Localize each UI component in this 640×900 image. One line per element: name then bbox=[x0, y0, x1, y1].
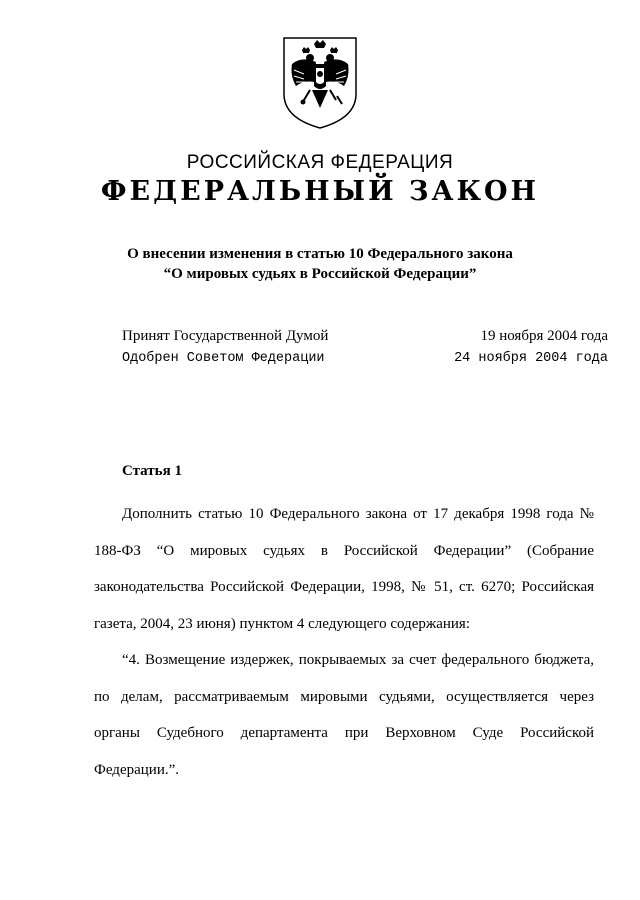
article-paragraph-1 bbox=[94, 496, 594, 642]
coat-of-arms-icon bbox=[280, 34, 360, 130]
article-body bbox=[94, 496, 594, 788]
article-paragraph-2-text: “4. Возмещение издержек, покрываемых за счет федерального бюджета, по делам, рассматриваемым мировыми судьями, осуществляется через органы Судебного департамента при Верховном Суде Российской Федерации.”. bbox=[94, 652, 594, 778]
article-paragraph-2 bbox=[94, 642, 594, 788]
country-heading: РОССИЙСКАЯ ФЕДЕРАЦИЯ bbox=[186, 152, 454, 173]
article-heading: Статья 1 bbox=[122, 463, 182, 479]
article-paragraph-1-text: Дополнить статью 10 Федерального закона от 17 декабря 1998 года № 188-ФЗ “О мировых судьях в Российской Федерации” (Собрание законодательства Российской Федерации, 1998, № 51, ст. 6270; Российская газета, 2004, 23 июня) пунктом 4 следующего содержания: bbox=[94, 506, 594, 632]
council-approval-date: 24 ноября 2004 года bbox=[454, 351, 608, 366]
council-approval-label: Одобрен Советом Федерации bbox=[122, 351, 325, 366]
duma-adoption-date: 19 ноября 2004 года bbox=[480, 328, 608, 344]
law-title bbox=[0, 244, 640, 284]
duma-adoption-label: Принят Государственной Думой bbox=[122, 328, 329, 344]
law-title-line1: О внесении изменения в статью 10 Федерального закона bbox=[127, 246, 513, 262]
law-title-line2: “О мировых судьях в Российской Федерации” bbox=[163, 266, 477, 282]
document-type-heading: ФЕДЕРАЛЬНЫЙ ЗАКОН bbox=[100, 176, 540, 207]
